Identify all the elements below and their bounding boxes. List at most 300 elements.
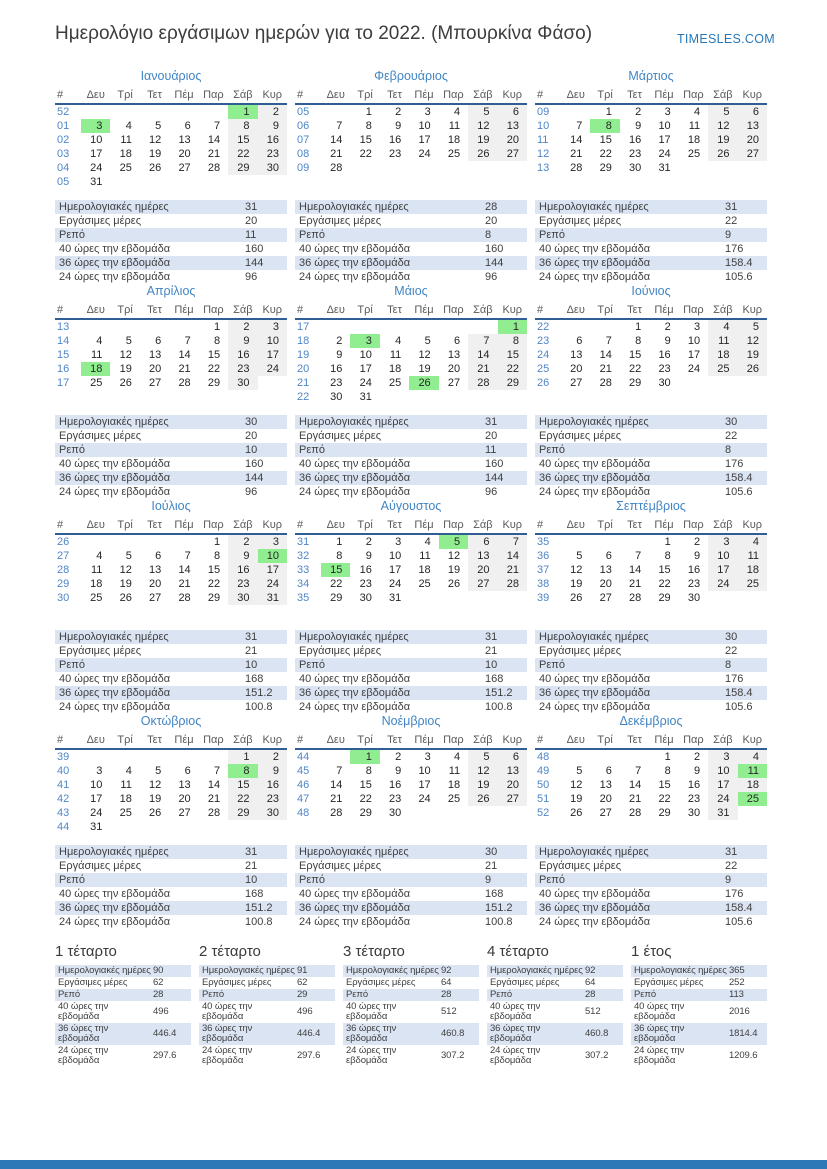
- day-cell: 17: [687, 349, 701, 361]
- day-cell: 11: [120, 134, 132, 146]
- day-cell: 9: [336, 349, 343, 361]
- day-cell: 28: [599, 377, 612, 389]
- week-number: 35: [537, 536, 550, 548]
- week-column-header: #: [295, 734, 321, 749]
- stats-value: 144: [245, 257, 264, 269]
- day-cell: 27: [599, 592, 612, 604]
- day-cell: 3: [258, 534, 287, 549]
- header: [55, 20, 775, 47]
- stats-value: 307.2: [441, 1050, 465, 1061]
- day-cell: 29: [207, 377, 221, 389]
- stats-label: 40 ώρες την εβδομάδα: [539, 458, 651, 470]
- stats-label: Εργάσιμες μέρες: [59, 860, 141, 872]
- week-row: [295, 376, 527, 390]
- week-number: 25: [537, 363, 550, 375]
- month-title-link[interactable]: Ιούνιος: [631, 284, 671, 298]
- day-cell: 27: [738, 147, 767, 161]
- stats-row: [295, 200, 527, 214]
- month-title-link[interactable]: Ιανουάριος: [140, 69, 202, 83]
- stats-label: Ημερολογιακές ημέρες: [59, 631, 169, 643]
- stats-label: 40 ώρες την εβδομάδα: [539, 243, 651, 255]
- week-number: 06: [297, 120, 310, 132]
- month-title-link[interactable]: Ιούλιος: [151, 499, 191, 513]
- stats-label: 36 ώρες την εβδομάδα: [299, 472, 411, 484]
- week-number: 49: [537, 765, 550, 777]
- week-row: [535, 104, 767, 119]
- week-row: [55, 104, 287, 119]
- calendar-table: [535, 304, 767, 390]
- stats-label: 36 ώρες την εβδομάδα: [59, 257, 171, 269]
- day-cell: 16: [359, 564, 372, 576]
- stats-value: 8: [485, 229, 492, 241]
- week-row: [55, 806, 287, 820]
- stats-label: 24 ώρες την εβδομάδα: [539, 271, 651, 283]
- week-number: 09: [297, 162, 310, 174]
- stats-label: Ημερολογιακές ημέρες: [299, 631, 409, 643]
- summary-column: [487, 943, 623, 1067]
- stats-row: [55, 859, 287, 873]
- month-title-link[interactable]: Δεκέμβριος: [619, 714, 683, 728]
- stats-row: [55, 457, 287, 471]
- week-number: 37: [537, 564, 550, 576]
- month-block: [55, 499, 287, 714]
- stats-row: [295, 443, 527, 457]
- day-cell: 9: [664, 335, 671, 347]
- week-number: 19: [297, 349, 310, 361]
- day-cell: 26: [708, 147, 737, 161]
- stats-value: 160: [245, 458, 264, 470]
- stats-table: [295, 200, 527, 284]
- day-cell: 3: [708, 534, 737, 549]
- day-cell: 14: [330, 779, 343, 791]
- empty-day-cell: [110, 175, 139, 189]
- week-row: [535, 161, 767, 175]
- day-cell: 22: [359, 793, 372, 805]
- stats-table: [535, 845, 767, 929]
- day-cell: 28: [570, 162, 583, 174]
- week-row: [295, 577, 527, 591]
- day-cell: 4: [453, 751, 461, 763]
- stats-label: 36 ώρες την εβδομάδα: [539, 687, 651, 699]
- day-cell: 31: [90, 821, 103, 833]
- weekday-header: Δευ: [321, 89, 350, 104]
- week-row: [55, 749, 287, 764]
- week-row: [295, 161, 527, 175]
- months-grid: [55, 69, 775, 929]
- empty-day-cell: [380, 161, 409, 175]
- weekday-header: Δευ: [321, 519, 350, 534]
- day-cell: 14: [178, 564, 191, 576]
- week-number: 34: [297, 578, 310, 590]
- empty-day-cell: [409, 319, 438, 334]
- weekday-header: Τετ: [620, 519, 649, 534]
- stats-label: 40 ώρες την εβδομάδα: [59, 888, 171, 900]
- stats-value: 512: [441, 1006, 457, 1017]
- day-cell: 16: [687, 564, 701, 576]
- week-number: 47: [297, 793, 310, 805]
- stats-row: [535, 256, 767, 270]
- week-row: [295, 133, 527, 147]
- day-cell: 14: [330, 134, 343, 146]
- empty-day-cell: [321, 319, 350, 334]
- stats-value: 168: [485, 673, 504, 685]
- day-cell: 25: [418, 578, 431, 590]
- stats-label: 40 ώρες την εβδομάδα: [299, 243, 411, 255]
- stats-label: 40 ώρες την εβδομάδα: [299, 458, 411, 470]
- stats-row: [295, 887, 527, 901]
- day-cell: 24: [90, 162, 103, 174]
- day-cell: 21: [570, 148, 583, 160]
- day-cell: 31: [90, 176, 103, 188]
- stats-label: 40 ώρες την εβδομάδα: [299, 673, 411, 685]
- weekday-header: Τετ: [140, 89, 169, 104]
- month-block: [55, 69, 287, 284]
- stats-value: 20: [245, 215, 258, 227]
- stats-row: [343, 1001, 479, 1023]
- day-cell: 14: [178, 349, 191, 361]
- day-cell: 1: [664, 751, 671, 763]
- day-cell: 25: [738, 577, 767, 591]
- weekday-header: Τρί: [590, 89, 619, 104]
- day-cell: 25: [90, 592, 103, 604]
- week-row: [55, 563, 287, 577]
- stats-row: [199, 1045, 335, 1067]
- calendar-table: [535, 734, 767, 820]
- stats-row: [295, 658, 527, 672]
- stats-table: [535, 630, 767, 714]
- weekday-header: Τρί: [590, 519, 619, 534]
- brand-link[interactable]: TIMESLES.COM: [676, 32, 775, 46]
- day-cell: 7: [498, 534, 527, 549]
- stats-row: [295, 630, 527, 644]
- day-cell: 30: [228, 376, 257, 390]
- day-cell: 3: [258, 319, 287, 334]
- day-cell: 16: [330, 363, 343, 375]
- stats-row: [55, 429, 287, 443]
- calendar-table: [55, 304, 287, 390]
- day-cell: 2: [395, 751, 402, 763]
- day-cell: 17: [708, 563, 737, 577]
- empty-day-cell: [110, 534, 139, 549]
- day-cell: 25: [119, 807, 132, 819]
- day-cell: 21: [330, 793, 343, 805]
- day-cell: 9: [228, 334, 257, 348]
- day-cell: 13: [468, 549, 497, 563]
- day-cell: 1: [213, 321, 221, 333]
- stats-row: [535, 228, 767, 242]
- week-number: 11: [537, 134, 549, 146]
- calendar-header-row: [295, 734, 527, 749]
- week-row: [535, 133, 767, 147]
- stats-value: 28: [585, 989, 596, 1000]
- weekday-header: Σάβ: [228, 304, 257, 319]
- stats-label: 36 ώρες την εβδομάδα: [299, 257, 411, 269]
- weekday-header: Σάβ: [228, 89, 257, 104]
- stats-label: 24 ώρες την εβδομάδα: [539, 916, 651, 928]
- stats-value: 62: [153, 977, 164, 988]
- stats-value: 30: [725, 631, 738, 643]
- month-title-link[interactable]: Φεβρουάριος: [374, 69, 448, 83]
- month-title-link[interactable]: Σεπτέμβριος: [616, 499, 686, 513]
- stats-label: Ρεπό: [58, 989, 81, 1000]
- stats-value: 8: [725, 659, 732, 671]
- month-title-link[interactable]: Μάρτιος: [628, 69, 674, 83]
- stats-value: 144: [245, 472, 264, 484]
- week-number: 14: [57, 335, 70, 347]
- week-number: 32: [297, 550, 310, 562]
- stats-row: [535, 457, 767, 471]
- day-cell: 13: [178, 134, 191, 146]
- summary-title: 1 έτος: [631, 943, 672, 960]
- day-cell: 27: [447, 377, 461, 389]
- month-title-link[interactable]: Οκτώβριος: [140, 714, 202, 728]
- stats-label: 40 ώρες την εβδομάδα: [59, 673, 171, 685]
- stats-label: Ρεπό: [299, 229, 325, 241]
- summary-column: [55, 943, 191, 1067]
- day-cell: 10: [658, 120, 671, 132]
- stats-value: 160: [485, 458, 504, 470]
- stats-label: Ημερολογιακές ημέρες: [59, 416, 169, 428]
- week-row: [55, 577, 287, 591]
- weekday-header: Σάβ: [708, 519, 737, 534]
- month-block: [295, 499, 527, 714]
- stats-label: Ρεπό: [59, 444, 85, 456]
- weekday-header: Δευ: [81, 519, 110, 534]
- stats-table: [295, 415, 527, 499]
- weekday-header: Κυρ: [258, 734, 287, 749]
- empty-day-cell: [140, 534, 169, 549]
- day-cell: 4: [708, 319, 737, 334]
- day-cell: 24: [389, 578, 402, 590]
- empty-day-cell: [199, 104, 228, 119]
- day-cell: 10: [418, 765, 431, 777]
- weekday-header: Παρ: [679, 304, 708, 319]
- week-row: [535, 806, 767, 820]
- stats-label: 40 ώρες την εβδομάδα: [299, 888, 411, 900]
- stats-label: 24 ώρες την εβδομάδα: [299, 916, 411, 928]
- week-row: [535, 778, 767, 792]
- stats-label: 24 ώρες την εβδομάδα: [59, 271, 171, 283]
- stats-label: 36 ώρες την εβδομάδα: [58, 1023, 109, 1044]
- weekday-header: Δευ: [81, 304, 110, 319]
- stats-value: 96: [485, 271, 498, 283]
- stats-value: 158.4: [725, 902, 753, 914]
- day-cell: 7: [336, 765, 343, 777]
- stats-row: [487, 965, 623, 977]
- day-cell: 15: [498, 348, 527, 362]
- stats-row: [535, 415, 767, 429]
- stats-value: 8: [725, 444, 732, 456]
- weekday-header: Τετ: [380, 304, 409, 319]
- calendar-table: [295, 89, 527, 175]
- empty-day-cell: [738, 806, 767, 820]
- day-cell: 2: [258, 749, 287, 764]
- week-column-header: #: [295, 519, 321, 534]
- day-cell: 28: [468, 376, 497, 390]
- week-number: 10: [537, 120, 550, 132]
- stats-row: [295, 873, 527, 887]
- day-cell: 31: [658, 162, 671, 174]
- stats-row: [295, 859, 527, 873]
- day-cell: 14: [207, 134, 221, 146]
- day-cell: 24: [708, 577, 737, 591]
- week-number: 21: [297, 377, 310, 389]
- calendar-table: [295, 519, 527, 605]
- day-cell: 25: [447, 793, 461, 805]
- empty-day-cell: [708, 161, 737, 175]
- day-cell: 20: [599, 793, 612, 805]
- month-block: [535, 499, 767, 714]
- stats-value: 31: [485, 416, 498, 428]
- stats-label: Ρεπό: [59, 659, 85, 671]
- stats-value: 144: [485, 472, 504, 484]
- weekday-header: Σάβ: [228, 734, 257, 749]
- day-cell: 16: [258, 778, 287, 792]
- day-cell: 19: [149, 793, 162, 805]
- stats-label: Εργάσιμες μέρες: [539, 860, 621, 872]
- week-column-header: #: [55, 304, 81, 319]
- day-cell: 29: [599, 162, 612, 174]
- day-cell: 26: [149, 162, 162, 174]
- day-cell: 7: [184, 335, 191, 347]
- stats-row: [295, 672, 527, 686]
- stats-value: 64: [585, 977, 596, 988]
- day-cell: 29: [228, 161, 257, 175]
- day-cell: 30: [258, 161, 287, 175]
- month-title-link[interactable]: Απρίλιος: [146, 284, 196, 298]
- week-number: 17: [57, 377, 70, 389]
- weekday-header: Δευ: [561, 519, 590, 534]
- day-cell: 23: [228, 577, 257, 591]
- week-row: [295, 764, 527, 778]
- stats-row: [55, 1023, 191, 1045]
- month-title-link[interactable]: Νοέμβριος: [381, 714, 441, 728]
- empty-day-cell: [498, 390, 527, 404]
- week-row: [295, 119, 527, 133]
- day-cell: 12: [119, 564, 132, 576]
- week-row: [535, 534, 767, 549]
- month-block: [535, 69, 767, 284]
- summary-title: 3 τέταρτο: [343, 943, 405, 960]
- day-cell: 10: [708, 549, 737, 563]
- calendar-table: [535, 89, 767, 175]
- day-cell: 2: [228, 534, 257, 549]
- stats-label: Ημερολογιακές ημέρες: [539, 846, 649, 858]
- day-cell: 23: [687, 578, 701, 590]
- day-cell: 20: [178, 793, 191, 805]
- day-cell: 6: [184, 765, 191, 777]
- day-cell: 30: [228, 591, 257, 605]
- stats-row: [55, 845, 287, 859]
- day-cell: 16: [629, 134, 642, 146]
- empty-day-cell: [468, 806, 497, 820]
- stats-label: Ημερολογιακές ημέρες: [539, 416, 649, 428]
- week-row: [55, 319, 287, 334]
- day-cell: 30: [687, 592, 701, 604]
- day-cell: 9: [693, 765, 701, 777]
- stats-value: 10: [245, 659, 258, 671]
- month-title-link[interactable]: Αύγουστος: [380, 499, 442, 513]
- stats-value: 30: [725, 416, 738, 428]
- calendar-area: [535, 519, 767, 624]
- week-number: 48: [537, 751, 550, 763]
- month-block: [535, 284, 767, 499]
- stats-label: Ημερολογιακές ημέρες: [59, 846, 169, 858]
- weekday-header: Τρί: [350, 734, 379, 749]
- day-cell: 12: [447, 550, 461, 562]
- calendar-header-row: [295, 519, 527, 534]
- weekday-header: Τρί: [110, 734, 139, 749]
- holiday-day-cell: 5: [439, 534, 468, 549]
- week-column-header: #: [535, 734, 561, 749]
- weekday-header: Παρ: [439, 734, 468, 749]
- weekday-header: Δευ: [81, 89, 110, 104]
- day-cell: 26: [570, 807, 583, 819]
- day-cell: 22: [498, 362, 527, 376]
- day-cell: 30: [359, 592, 372, 604]
- stats-row: [343, 989, 479, 1001]
- day-cell: 24: [258, 362, 287, 376]
- day-cell: 30: [629, 162, 642, 174]
- stats-label: Ρεπό: [202, 989, 225, 1000]
- stats-label: Ημερολογιακές ημέρες: [634, 965, 727, 976]
- day-cell: 8: [365, 120, 372, 132]
- stats-label: 40 ώρες την εβδομάδα: [490, 1001, 541, 1022]
- empty-day-cell: [708, 376, 737, 390]
- day-cell: 31: [258, 591, 287, 605]
- stats-row: [631, 989, 767, 1001]
- empty-day-cell: [561, 319, 590, 334]
- day-cell: 31: [708, 806, 737, 820]
- stats-row: [535, 270, 767, 284]
- day-cell: 23: [359, 578, 372, 590]
- day-cell: 9: [693, 550, 701, 562]
- empty-day-cell: [738, 376, 767, 390]
- weekday-header: Παρ: [679, 89, 708, 104]
- stats-row: [631, 965, 767, 977]
- day-cell: 23: [389, 793, 402, 805]
- calendar-area: [295, 519, 527, 624]
- stats-label: 36 ώρες την εβδομάδα: [59, 472, 171, 484]
- month-block: [55, 284, 287, 499]
- month-title-link[interactable]: Μάιος: [394, 284, 428, 298]
- day-cell: 17: [359, 363, 372, 375]
- week-number: 28: [57, 564, 70, 576]
- day-cell: 10: [687, 335, 701, 347]
- stats-value: 92: [441, 965, 452, 976]
- week-row: [535, 591, 767, 605]
- empty-day-cell: [439, 319, 468, 334]
- stats-label: Εργάσιμες μέρες: [299, 860, 381, 872]
- week-number: 20: [297, 363, 310, 375]
- week-row: [55, 820, 287, 834]
- week-row: [535, 319, 767, 334]
- week-row: [535, 119, 767, 133]
- week-column-header: #: [55, 89, 81, 104]
- stats-row: [295, 429, 527, 443]
- empty-day-cell: [439, 806, 468, 820]
- day-cell: 18: [418, 564, 431, 576]
- day-cell: 12: [468, 764, 497, 778]
- stats-row: [295, 700, 527, 714]
- stats-label: Εργάσιμες μέρες: [202, 977, 272, 988]
- week-number: 29: [57, 578, 70, 590]
- week-column-header: #: [55, 519, 81, 534]
- stats-value: 460.8: [441, 1028, 465, 1039]
- week-row: [55, 362, 287, 376]
- empty-day-cell: [498, 591, 527, 605]
- empty-day-cell: [561, 534, 590, 549]
